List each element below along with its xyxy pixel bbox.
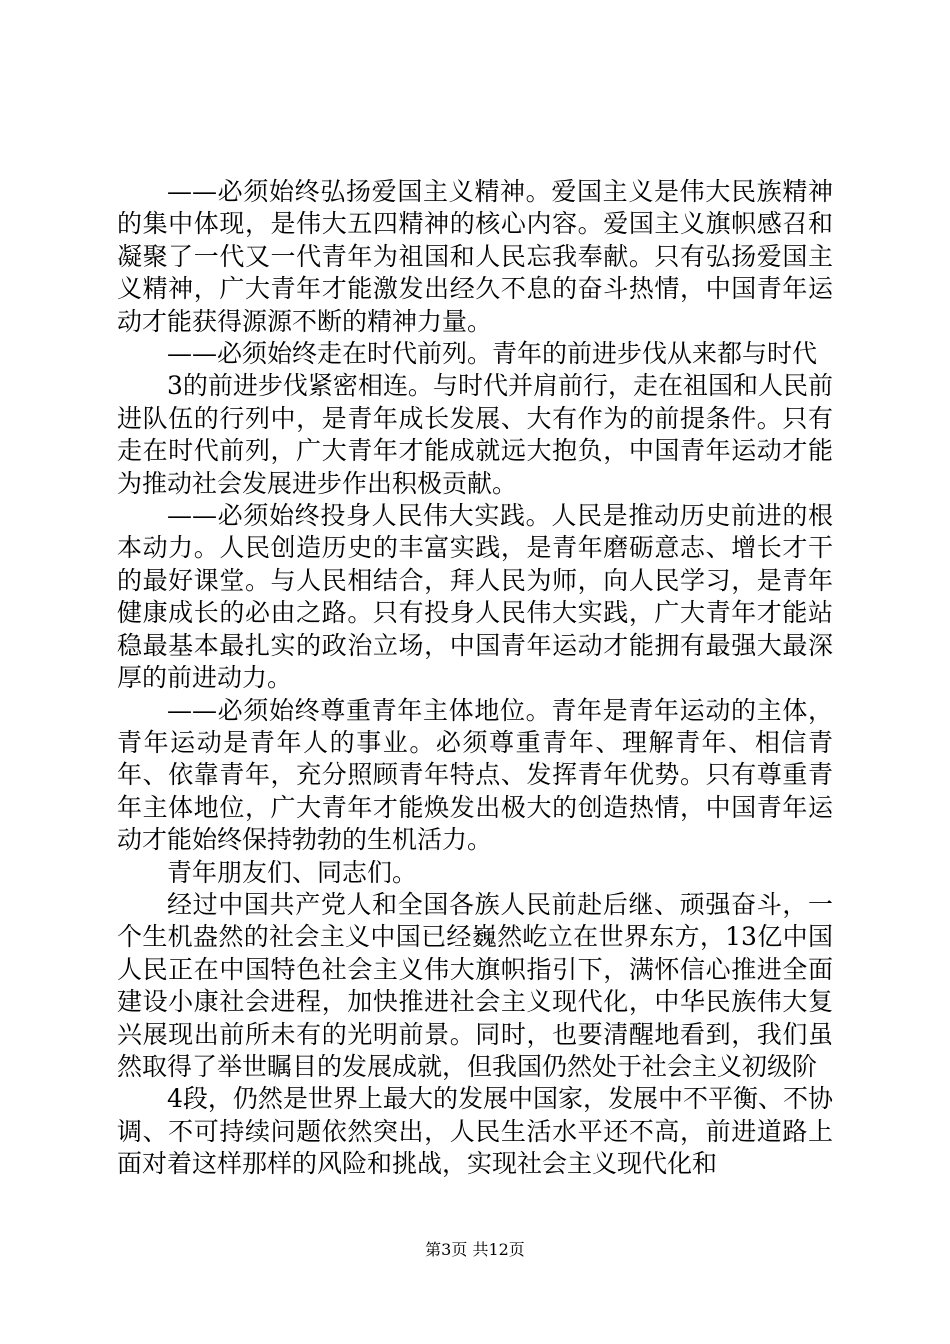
paragraph-achievements: 经过中国共产党人和全国各族人民前赴后继、顽强奋斗，一个生机盎然的社会主义中国已经巍然屹立在世界东方，13亿中国人民正在中国特色社会主义伟大旗帜指引下，满怀信心推进全面建设小康社会进程，加快推进社会主义现代化，中华民族伟大复兴展现出前所未有的光明前景。同时，也要清醒地看到，我们虽然取得了举世瞩目的发展成就，但我国仍然处于社会主义初级阶 xyxy=(117,889,833,1081)
paragraph-greeting: 青年朋友们、同志们。 xyxy=(167,857,418,887)
paragraph-people-practice: ——必须始终投身人民伟大实践。人民是推动历史前进的根本动力。人民创造历史的丰富实践，是青年磨砺意志、增长才干的最好课堂。与人民相结合，拜人民为师，向人民学习，是青年健康成长的必由之路。只有投身人民伟大实践，广大青年才能站稳最基本最扎实的政治立场，中国青年运动才能拥有最强大最深厚的前进动力。 xyxy=(117,501,833,693)
paragraph-challenges: 4段，仍然是世界上最大的发展中国家，发展中不平衡、不协调、不可持续问题依然突出，人民生活水平还不高，前进道路上面对着这样那样的风险和挑战，实现社会主义现代化和 xyxy=(117,1084,833,1179)
paragraph-times-continued: 3的前进步伐紧密相连。与时代并肩前行，走在祖国和人民前进队伍的行列中，是青年成长发展、大有作为的前提条件。只有走在时代前列，广大青年才能成就远大抱负，中国青年运动才能为推动社会发展进步作出积极贡献。 xyxy=(117,371,833,498)
paragraph-times-front: ——必须始终走在时代前列。青年的前进步伐从来都与时代 xyxy=(167,339,818,369)
paragraph-patriotism: ——必须始终弘扬爱国主义精神。爱国主义是伟大民族精神的集中体现，是伟大五四精神的核心内容。爱国主义旗帜感召和凝聚了一代又一代青年为祖国和人民忘我奉献。只有弘扬爱国主义精神，广大青年才能激发出经久不息的奋斗热情，中国青年运动才能获得源源不断的精神力量。 xyxy=(117,177,833,336)
paragraph-youth-subject: ——必须始终尊重青年主体地位。青年是青年运动的主体，青年运动是青年人的事业。必须尊重青年、理解青年、相信青年、依靠青年，充分照顾青年特点、发挥青年优势。只有尊重青年主体地位，广大青年才能焕发出极大的创造热情，中国青年运动才能始终保持勃勃的生机活力。 xyxy=(117,695,833,855)
page-footer: 第3页 共12页 xyxy=(425,1240,525,1259)
document-body xyxy=(117,176,833,1181)
